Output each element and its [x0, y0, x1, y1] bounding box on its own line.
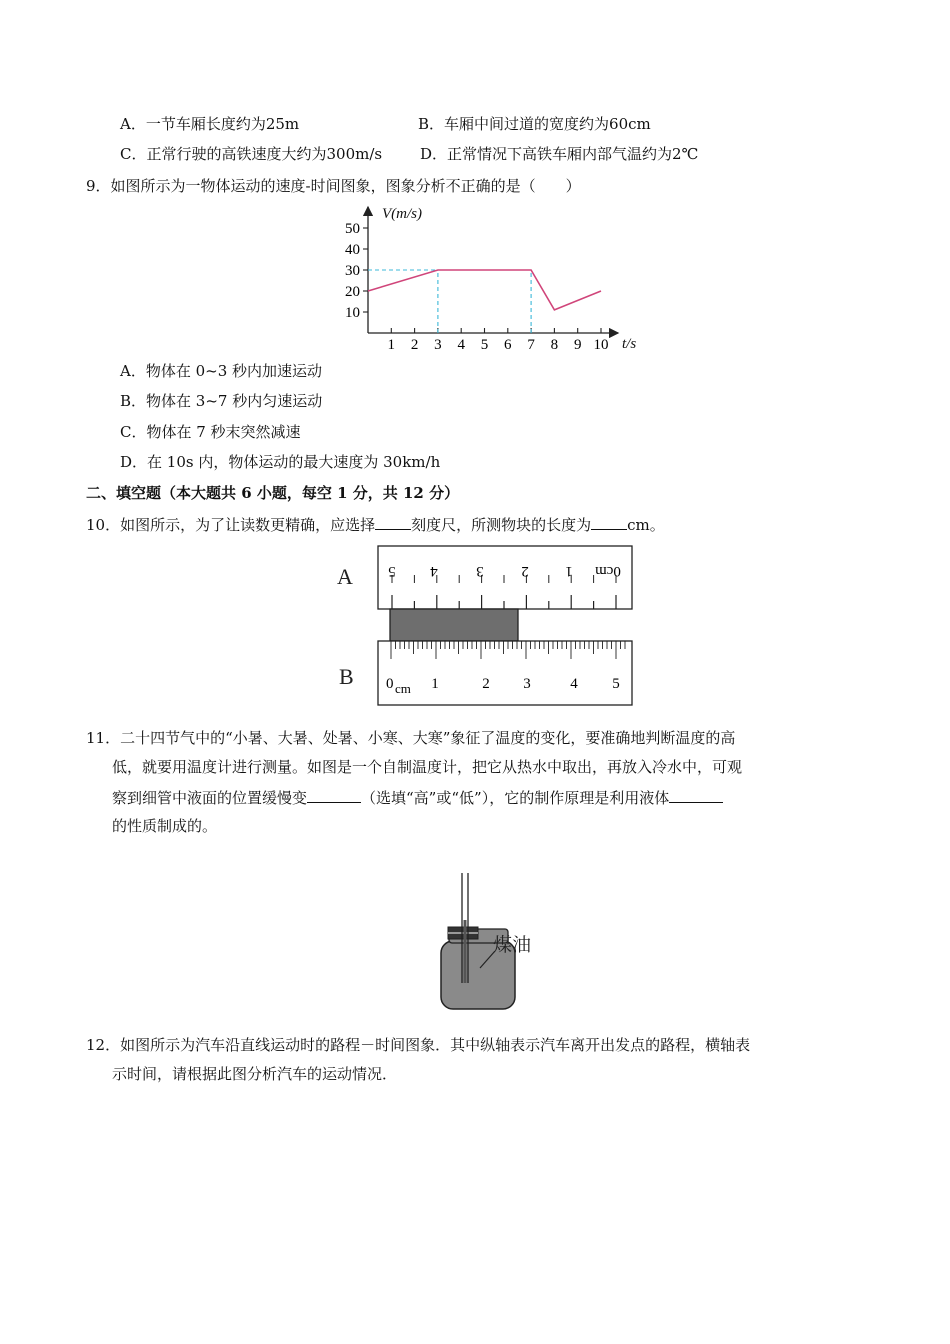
q10-text-3: cm。 — [627, 516, 665, 534]
q8-option-d: D．正常情况下高铁车厢内部气温约为2℃ — [420, 145, 699, 163]
ruler-a-number-3: 3 — [476, 563, 484, 579]
ruler-b-number-5: 5 — [612, 676, 620, 692]
ruler-a-number-1: 1 — [565, 563, 573, 579]
ruler-a-label: A — [337, 564, 353, 589]
x-tick-label: 4 — [457, 337, 465, 353]
ruler-b-number-0: 0 — [386, 676, 394, 692]
q11-text-3a: 察到细管中液面的位置缓慢变 — [112, 789, 308, 807]
thermometer-label: 煤油 — [493, 935, 532, 956]
q10-text-1: 10．如图所示，为了让读数更精确，应选择 — [86, 516, 376, 534]
q8-option-c: C．正常行驶的高铁速度大约为300m/s — [120, 145, 383, 163]
x-tick-label: 3 — [434, 337, 442, 353]
q11-line-1: 11．二十四节气中的“小暑、大暑、处暑、小寒、大寒”象征了温度的变化，要准确地判断温度的高 — [86, 729, 736, 747]
x-tick-label: 10 — [593, 337, 609, 353]
x-axis-label: t/s — [622, 336, 637, 352]
q12-line-1: 12．如图所示为汽车沿直线运动时的路程－时间图象．其中纵轴表示汽车离开出发点的路程，横轴表 — [86, 1036, 751, 1054]
ruler-a-number-0cm: 0cm — [595, 563, 621, 579]
ruler-a-number-5: 5 — [388, 563, 396, 579]
y-tick-label: 50 — [345, 221, 360, 237]
q9-stem: 9．如图所示为一物体运动的速度-时间图象，图象分析不正确的是（ ） — [86, 177, 581, 195]
x-tick-label: 2 — [410, 337, 419, 353]
x-tick-label: 7 — [527, 337, 535, 353]
q9-option-c: C．物体在 7 秒末突然减速 — [120, 423, 301, 441]
q9-option-a: A．物体在 0~3 秒内加速运动 — [120, 362, 323, 380]
q10-text-2: 刻度尺，所测物块的长度为 — [411, 516, 592, 534]
ruler-a-number-4: 4 — [430, 563, 438, 579]
y-tick-label: 10 — [345, 305, 360, 321]
ruler-b-number-3: 3 — [523, 676, 531, 692]
ruler-b-label: B — [339, 664, 354, 689]
y-tick-label: 20 — [345, 284, 360, 300]
x-tick-label: 9 — [573, 337, 582, 353]
q11-line-2: 低，就要用温度计进行测量。如图是一个自制温度计，把它从热水中取出，再放入冷水中，可观 — [112, 758, 743, 776]
q8-option-a: A．一节车厢长度约为25m — [120, 115, 300, 133]
q9-option-b: B．物体在 3~7 秒内匀速运动 — [120, 392, 323, 410]
q9-option-d: D．在 10s 内，物体运动的最大速度为 30km/h — [120, 453, 441, 471]
q8-option-b: B．车厢中间过道的宽度约为60cm — [418, 115, 651, 133]
x-tick-label: 6 — [504, 337, 512, 353]
y-tick-label: 40 — [345, 242, 360, 258]
q12-line-2: 示时间，请根据此图分析汽车的运动情况． — [112, 1065, 398, 1083]
ruler-b-unit: cm — [395, 681, 411, 696]
y-axis-label: V(m/s) — [382, 206, 422, 222]
ruler-b-number-4: 4 — [570, 676, 578, 692]
ruler-b-number-2: 2 — [482, 676, 490, 692]
y-tick-label: 30 — [345, 263, 360, 279]
q11-text-3b: （选填“高”或“低”），它的制作原理是利用液体 — [361, 789, 670, 807]
section2-title: 二、填空题（本大题共 6 小题，每空 1 分，共 12 分） — [86, 484, 460, 502]
q11-line-4: 的性质制成的。 — [112, 817, 218, 835]
ruler-b-number-1: 1 — [431, 676, 439, 692]
x-tick-label: 8 — [550, 337, 559, 353]
x-tick-label: 1 — [387, 337, 396, 353]
ruler-a-number-2: 2 — [521, 563, 529, 579]
x-tick-label: 5 — [480, 337, 489, 353]
